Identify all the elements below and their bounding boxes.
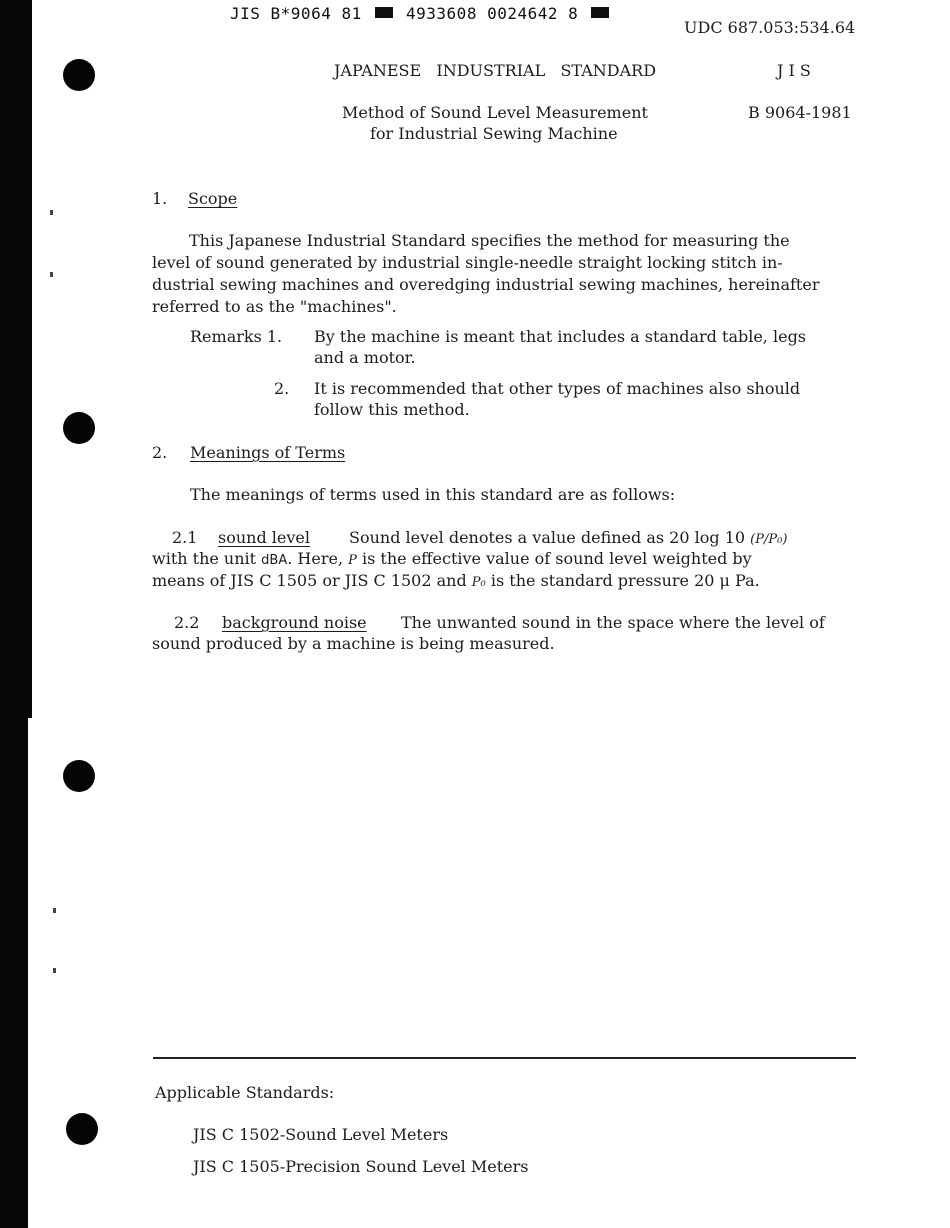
remark-1-line: By the machine is meant that includes a standard table, legs: [314, 327, 807, 346]
barcode-left: JIS B*9064 81: [230, 4, 362, 23]
barcode-block: [591, 7, 609, 18]
term-2-2-line-2: sound produced by a machine is being measured.: [152, 634, 555, 653]
term-2-1-name: sound level: [218, 528, 310, 547]
scope-line: level of sound generated by industrial single-needle straight locking stitch in-: [152, 253, 783, 272]
term-2-2-definition: The unwanted sound in the space where the level of: [401, 613, 825, 632]
scope-line: dustrial sewing machines and overedging industrial sewing machines, hereinafter: [152, 275, 820, 294]
definition-text: Sound level denotes a value defined as 20 log 10: [349, 528, 746, 547]
scan-edge-notch: [28, 0, 32, 718]
section-1-number: 1.: [152, 189, 168, 208]
term-2-1-line-3: [152, 570, 760, 594]
footer-divider: [153, 1057, 856, 1059]
formula: (P/P₀): [750, 532, 788, 547]
scan-speck: [53, 968, 56, 973]
definition-text: . Here,: [287, 549, 344, 568]
section-1-heading: Scope: [188, 189, 238, 208]
section-2-number: 2.: [152, 443, 168, 462]
standard-name: JAPANESE INDUSTRIAL STANDARD: [334, 61, 657, 80]
symbol-p: P: [348, 553, 357, 568]
unit: dBA: [261, 553, 288, 568]
term-2-1-line-2: [152, 548, 752, 572]
punch-hole: [66, 1113, 98, 1145]
remark-2-line: follow this method.: [314, 400, 470, 419]
barcode-block: [375, 7, 393, 18]
symbol-p0: P₀: [471, 575, 486, 590]
punch-hole: [63, 760, 95, 792]
title-line-1: Method of Sound Level Measurement: [342, 103, 648, 122]
barcode-middle: 4933608 0024642 8: [406, 4, 579, 23]
applicable-standard-item: JIS C 1502-Sound Level Meters: [193, 1125, 449, 1144]
remark-1-line: and a motor.: [314, 348, 416, 367]
applicable-standards-label: Applicable Standards:: [155, 1083, 335, 1102]
section-2-heading: Meanings of Terms: [190, 443, 346, 462]
punch-hole: [63, 59, 95, 91]
scan-speck: [50, 210, 53, 215]
definition-text: means of JIS C 1505 or JIS C 1502 and: [152, 571, 467, 590]
scan-edge: [0, 0, 28, 1228]
term-2-1-number: 2.1: [172, 528, 198, 547]
scope-line: referred to as the "machines".: [152, 297, 397, 316]
term-2-2-number: 2.2: [174, 613, 200, 632]
term-2-2-name: background noise: [222, 613, 367, 632]
udc-number: UDC 687.053:534.64: [684, 18, 856, 37]
terms-intro: The meanings of terms used in this standard are as follows:: [190, 485, 676, 504]
applicable-standard-item: JIS C 1505-Precision Sound Level Meters: [193, 1157, 529, 1176]
title-line-2: for Industrial Sewing Machine: [370, 124, 618, 143]
scope-line: This Japanese Industrial Standard specifies the method for measuring the: [189, 231, 790, 250]
definition-text: with the unit: [152, 549, 257, 568]
scan-speck: [53, 908, 56, 913]
definition-text: is the effective value of sound level weighted by: [361, 549, 752, 568]
jis-mark: J I S: [777, 61, 811, 80]
scope-paragraph: [152, 230, 863, 318]
punch-hole: [63, 412, 95, 444]
scan-speck: [50, 272, 53, 277]
barcode-line: [230, 4, 612, 23]
definition-text: is the standard pressure 20 μ Pa.: [490, 571, 760, 590]
standard-number: B 9064-1981: [748, 103, 852, 122]
remarks-label: Remarks 1.: [190, 327, 283, 346]
remark-2-number: 2.: [274, 379, 290, 398]
remark-2-line: It is recommended that other types of machines also should: [314, 379, 801, 398]
